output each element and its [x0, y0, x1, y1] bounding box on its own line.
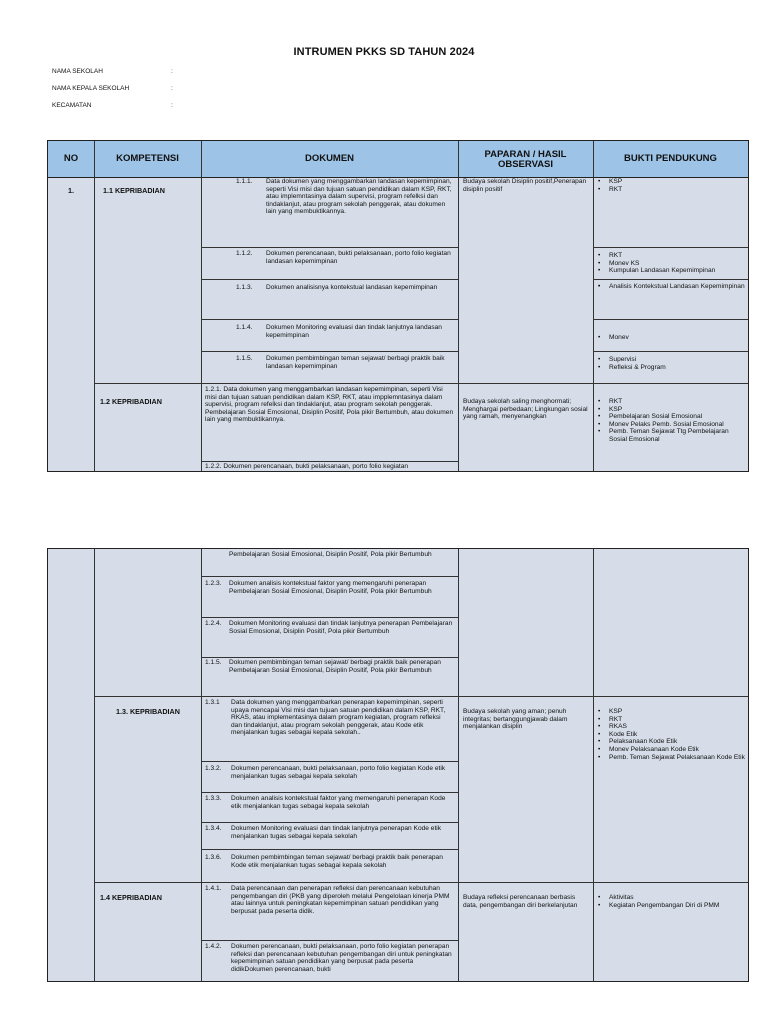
dokumen-number: 1.4.2. [205, 943, 222, 950]
dokumen-number: 1.4.1. [205, 885, 222, 892]
bukti-item: • RKT [595, 252, 745, 260]
dokumen-text: Dokumen perencanaan, bukti pelaksanaan, porto folio kegiatan landasan kepemimpinan [266, 250, 451, 265]
dokumen-number: 1.1.1. [236, 178, 253, 185]
dokumen-text: Data perencanaan dan penerapan refleksi dan perencanaan kebutuhan pengembangan diri (PKB yang diperoleh melalui Pengelolaan kinerja PMM atau lainnya untuk peningkatan kepemimpinan satuan pendidikan yang berpusat pada peserta didik. [231, 885, 450, 915]
dokumen-1-1-1 [236, 178, 454, 244]
bukti-item: • Monev [595, 334, 745, 342]
header-kompetensi: KOMPETENSI [116, 153, 179, 164]
dokumen-1-1-5 [236, 355, 454, 381]
bukti-item: • RKT [595, 186, 745, 194]
bukti-list-1-1-4 [595, 334, 745, 342]
dokumen-number: 1.3.2. [205, 765, 222, 772]
header-no: NO [63, 153, 79, 164]
bukti-item: • KSP [595, 708, 747, 716]
bukti-list-1-2 [595, 398, 747, 444]
dokumen-number: 1.1.5. [205, 659, 222, 666]
dokumen-text: Dokumen Monitoring evaluasi dan tindak lanjutnya penerapan Kode etik menjalankan tugas sebagai kepala sekolah [231, 825, 442, 840]
bukti-item: • Monev Pelaks Pemb. Sosial Emosional [595, 421, 747, 429]
dokumen-number: 1.1.5. [236, 355, 253, 362]
dokumen-1-1-4 [236, 324, 454, 350]
dokumen-number: 1.1.2. [236, 250, 253, 257]
paparan-1-3: Budaya sekolah yang aman; penuh integritas; bertanggungjawab dalam menjalankan disiplin [463, 708, 568, 731]
label-kecamatan: KECAMATAN [52, 102, 92, 109]
dokumen-text: Dokumen pembimbingan teman sejawat/ berbagi praktik baik landasan kepemimpinan [266, 355, 445, 370]
bukti-item: • Supervisi [595, 356, 745, 364]
colon-kecamatan: : [171, 102, 173, 109]
bukti-list-1-4 [595, 894, 747, 909]
header-paparan: PAPARAN / HASIL OBSERVASI [484, 149, 567, 170]
bukti-list-1-3 [595, 708, 747, 761]
dokumen-number: 1.3.1 [205, 699, 220, 706]
dokumen-1-1-2 [236, 250, 454, 278]
bukti-list-1-1-1 [595, 178, 745, 193]
dokumen-text: Dokumen Monitoring evaluasi dan tindak lanjutnya penerapan Pembelajaran Sosial Emosional, Disiplin Positif, Pola pikir Bertumbuh [229, 620, 453, 635]
dokumen-1-2-2-continued: Pembelajaran Sosial Emosional, Disiplin Positif, Pola pikir Bertumbuh [229, 551, 432, 558]
dokumen-text: Dokumen pembimbingan teman sejawat/ berbagi praktik baik penerapan Pembelajaran Sosial Emosional, Disiplin Positif, Pola pikir Bertumbuh [229, 659, 441, 674]
bukti-item: • Kode Etik [595, 731, 747, 739]
dokumen-text: Dokumen pembimbingan teman sejawat/ berbagi praktik baik penerapan Kode etik menjalankan tugas sebagai kepala sekolah [231, 854, 443, 869]
instrument-table-part2 [47, 548, 749, 982]
colon-nama-kepala-sekolah: : [171, 85, 173, 92]
bukti-list-1-1-3 [595, 283, 745, 291]
bukti-item: • RKT [595, 398, 747, 406]
label-nama-kepala-sekolah: NAMA KEPALA SEKOLAH [52, 85, 130, 92]
dokumen-number: 1.1.4. [236, 324, 253, 331]
bukti-list-1-1-5 [595, 356, 745, 371]
dokumen-1-2-2: 1.2.2. Dokumen perencanaan, bukti pelaksanaan, porto folio kegiatan [205, 463, 409, 470]
dokumen-1-2-1: 1.2.1. Data dokumen yang menggambarkan landasan kepemimpinan, seperti Visi misi dan tujuan satuan pendidikan dalam KSP, RKT, atau impplemntasinya dalam supervisi, program refelksi dan tindaklanjut, atau program sekolah penggerak. Pembelajaran Sosial Emosional, Disiplin Positif, Pola pikir Bertumbuh, atau dokumen lain yang membuktikannya. [205, 386, 454, 424]
dokumen-number: 1.2.4. [205, 620, 222, 627]
bukti-item: • Pembelajaran Sosial Emosional [595, 413, 747, 421]
header-bukti: BUKTI PENDUKUNG [624, 153, 717, 164]
kompetensi-1-1: 1.1 KEPRIBADIAN [103, 186, 165, 195]
bukti-item: • Monev KS [595, 260, 745, 268]
label-nama-sekolah: NAMA SEKOLAH [52, 68, 103, 75]
paparan-1-2: Budaya sekolah saling menghormati; Menghargai perbedaan; Lingkungan sosial yang ramah, menyenangkan [463, 398, 588, 421]
header-dokumen: DOKUMEN [304, 153, 355, 164]
bukti-item: • KSP [595, 406, 747, 414]
instrument-table-part1 [47, 140, 749, 472]
bukti-item: • Pemb. Teman Sejawat Pelaksanaan Kode Etik [595, 754, 747, 762]
bukti-item: • Aktivitas [595, 894, 747, 902]
paparan-1-1: Budaya sekolah Disiplin positif,Penerapan disiplin positif [463, 178, 587, 193]
bukti-item: • Monev Pelaksanaan Kode Etik [595, 746, 747, 754]
dokumen-text: Data dokumen yang menggambarkan penerapan kepemimpinan, seperti upaya mencapai Visi misi dan tujuan satuan pendidikan dalam KSP, RKT, RKAS, atau implementasinya dalam program kegiatan, program refleksi dan tindaklanjut, atau program sekolah penggerak, atau Kode etik menjalankan tugas sebagai kepala sekolah.. [231, 699, 446, 737]
bukti-item: • Pemb. Teman Sejawat Ttg Pembelajaran Sosial Emosional [595, 428, 747, 443]
dokumen-number: 1.3.3. [205, 795, 222, 802]
dokumen-text: Dokumen analisis kontekstual faktor yang memengaruhi penerapan Kode etik menjalankan tugas sebagai kepala sekolah [231, 795, 446, 810]
bukti-item: • RKAS [595, 723, 747, 731]
colon-nama-sekolah: : [171, 68, 173, 75]
bukti-list-1-1-2 [595, 252, 745, 275]
dokumen-1-1-3 [236, 284, 454, 314]
dokumen-text: Dokumen perencanaan, bukti pelaksanaan, porto folio kegiatan penerapan refleksi dan perencanaan kebutuhan pengembangan diri untuk peningkatan kepemimpinan satuan pendidikan yang berpusat pada peserta didikDokumen perencanaan, bukti [231, 943, 452, 973]
bukti-item: • Kumpulan Landasan Kepemimpinan [595, 267, 745, 275]
bukti-item: • Pelaksanaan Kode Etik [595, 738, 747, 746]
bukti-item: • KSP [595, 178, 745, 186]
dokumen-number: 1.2.3. [205, 580, 222, 587]
dokumen-text: Dokumen perencanaan, bukti pelaksanaan, porto folio kegiatan Kode etik menjalankan tugas sebagai kepala sekolah [231, 765, 446, 780]
dokumen-number: 1.3.6. [205, 854, 222, 861]
bukti-item: • Refleksi & Program [595, 364, 745, 372]
bukti-item: • Kegiatan Pengembangan Diri di PMM [595, 902, 747, 910]
dokumen-number: 1.1.3. [236, 284, 253, 291]
kompetensi-1-2: 1.2 KEPRIBADIAN [100, 397, 162, 406]
paparan-1-4: Budaya refleksi perencanaan berbasis data, pengembangan diri berkelanjutan [463, 894, 578, 909]
dokumen-text: Dokumen analisis kontekstual faktor yang memengaruhi penerapan Pembelajaran Sosial Emosional, Disiplin Positif, Pola pikir Bertumbuh [229, 580, 432, 595]
kompetensi-1-3: 1.3. KEPRIBADIAN [116, 707, 180, 716]
bukti-item: • RKT [595, 716, 747, 724]
page-title: INTRUMEN PKKS SD TAHUN 2024 [293, 46, 475, 58]
bukti-item: • Analisis Kontekstual Landasan Kepemimpinan [595, 283, 745, 291]
row-no: 1. [68, 186, 74, 195]
dokumen-text: Dokumen Monitoring evaluasi dan tindak lanjutnya landasan kepemimpinan [266, 324, 442, 339]
kompetensi-1-4: 1.4 KEPRIBADIAN [100, 893, 162, 902]
dokumen-text: Dokumen analisisnya kontekstual landasan kepemimpinan [266, 284, 438, 291]
dokumen-number: 1.3.4. [205, 825, 222, 832]
dokumen-text: Data dokumen yang menggambarkan landasan kepemimpinan, seperti Visi misi dan tujuan satuan pendidikan dalam KSP, RKT, atau implemntasinya dalam supervisi, program refelksi dan tindaklanjut, atau program sekolah penggerak, atau dokumen lain yang membuktikannya. [266, 178, 452, 216]
